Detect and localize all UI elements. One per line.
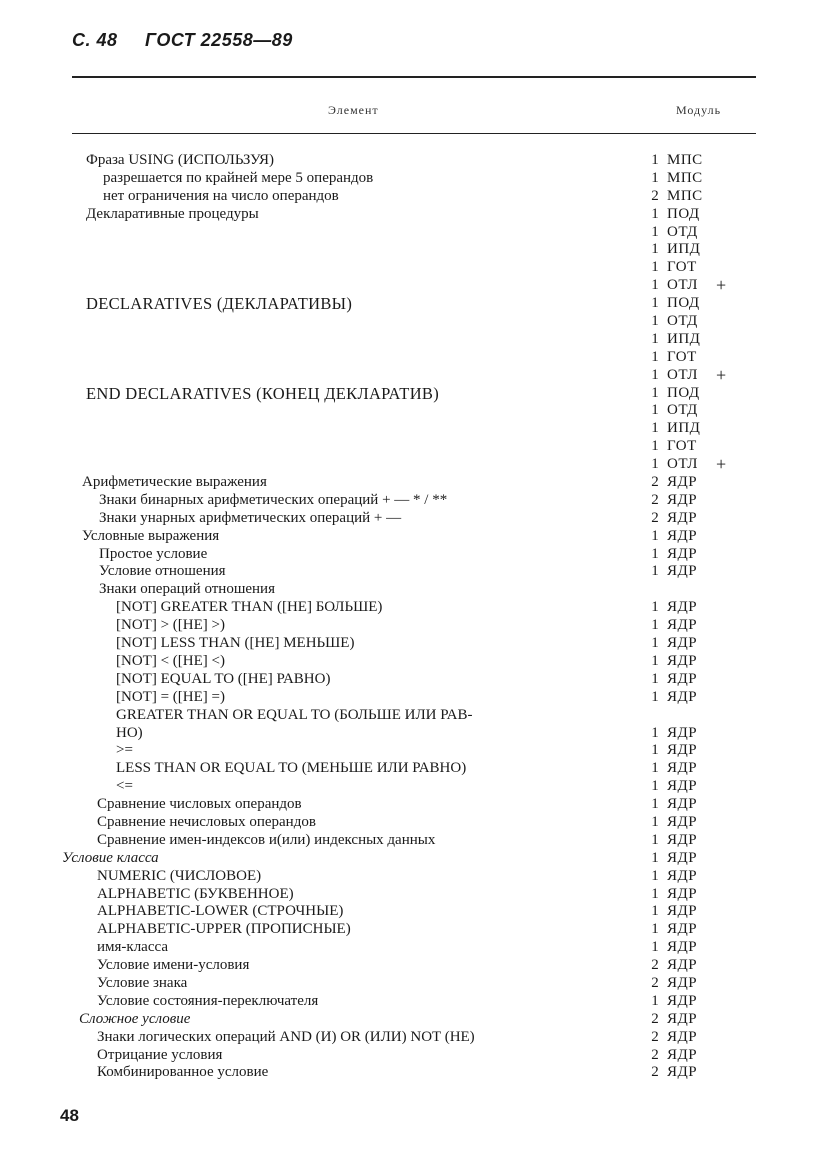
module-value: ЯДР — [667, 688, 698, 705]
module-value: ЯДР — [667, 760, 698, 777]
module-value: ГОТ — [667, 348, 697, 365]
level-value: 2 — [651, 974, 659, 991]
module-value: ЯДР — [667, 1064, 698, 1081]
element-text: Условные выражения — [82, 527, 220, 544]
table-row — [0, 259, 827, 277]
table-row — [0, 581, 827, 599]
element-text: разрешается по крайней мере 5 операндов — [103, 169, 374, 186]
page-number: 48 — [60, 1106, 79, 1125]
level-value: 2 — [651, 1046, 659, 1063]
module-value: ЯДР — [667, 903, 698, 920]
level-value: 1 — [651, 384, 659, 401]
module-value: ЯДР — [667, 849, 698, 866]
level-value: 1 — [651, 921, 659, 938]
level-value: 1 — [651, 205, 659, 222]
page-header — [72, 30, 315, 51]
element-text: [NOT] = ([НЕ] =) — [116, 688, 225, 705]
level-value: 1 — [651, 831, 659, 848]
module-value: ЯДР — [667, 599, 698, 616]
level-value: 1 — [651, 617, 659, 634]
module-value: ИПД — [667, 330, 701, 347]
module-value: ЯДР — [667, 957, 698, 974]
element-text: Знаки бинарных арифметических операций + — * / ** — [99, 491, 448, 508]
level-value: 1 — [651, 438, 659, 455]
table-row — [0, 492, 827, 510]
element-text: >= — [116, 742, 133, 759]
level-value: 2 — [651, 957, 659, 974]
level-value: 2 — [651, 1064, 659, 1081]
table-row — [0, 364, 827, 385]
level-value: 2 — [651, 1028, 659, 1045]
table-row — [0, 206, 827, 224]
level-value: 1 — [651, 760, 659, 777]
module-value: ЯДР — [667, 974, 698, 991]
level-value: 1 — [651, 813, 659, 830]
level-value: 1 — [651, 402, 659, 419]
table-row — [0, 510, 827, 528]
table-row — [0, 742, 827, 760]
level-value: 1 — [651, 527, 659, 544]
module-value: ЯДР — [667, 885, 698, 902]
table-body — [0, 152, 827, 1082]
table-row — [0, 796, 827, 814]
module-value: ЯДР — [667, 491, 698, 508]
module-value: ЯДР — [667, 527, 698, 544]
level-value: 1 — [651, 545, 659, 562]
module-value: ЯДР — [667, 796, 698, 813]
table-row — [0, 778, 827, 796]
table-row — [0, 707, 827, 725]
element-text: Отрицание условия — [97, 1046, 223, 1063]
table-row — [0, 152, 827, 170]
module-value: ЯДР — [667, 867, 698, 884]
level-value: 1 — [651, 849, 659, 866]
module-value: МПС — [667, 187, 703, 204]
plus-mark: + — [716, 454, 727, 475]
table-row — [0, 402, 827, 420]
module-value: ГОТ — [667, 438, 697, 455]
level-value: 2 — [651, 474, 659, 491]
level-value: 1 — [651, 366, 659, 383]
element-text: [NOT] LESS THAN ([НЕ] МЕНЬШЕ) — [116, 635, 355, 652]
level-value: 1 — [651, 688, 659, 705]
element-text: Комбинированное условие — [97, 1064, 269, 1081]
table-row — [0, 903, 827, 921]
module-value: ЯДР — [667, 617, 698, 634]
top-rule — [72, 76, 756, 78]
module-value: ЯДР — [667, 992, 698, 1009]
level-value: 1 — [651, 563, 659, 580]
table-row — [0, 921, 827, 939]
level-value: 1 — [651, 939, 659, 956]
element-text: Сравнение нечисловых операндов — [97, 813, 316, 830]
element-text: Декларативные процедуры — [86, 205, 259, 222]
element-text: <= — [116, 778, 133, 795]
module-value: ЯДР — [667, 670, 698, 687]
table-row — [0, 546, 827, 564]
element-text: Сравнение имен-индексов и(или) индексных данных — [97, 831, 436, 848]
element-text: Сложное условие — [79, 1010, 191, 1027]
element-text: LESS THAN OR EQUAL TO (МЕНЬШЕ ИЛИ РАВНО) — [116, 760, 467, 777]
module-value: ЯДР — [667, 742, 698, 759]
module-value: ОТД — [667, 223, 698, 240]
table-row — [0, 850, 827, 868]
level-value: 2 — [651, 491, 659, 508]
element-text: НО) — [116, 724, 143, 741]
module-value: ИПД — [667, 420, 701, 437]
module-value: ЯДР — [667, 778, 698, 795]
plus-mark: + — [716, 364, 727, 385]
level-value: 1 — [651, 885, 659, 902]
column-header-element: Элемент — [328, 103, 379, 117]
element-text: Сравнение числовых операндов — [97, 796, 302, 813]
level-value: 1 — [651, 652, 659, 669]
element-text: Арифметические выражения — [82, 474, 267, 491]
level-value: 1 — [651, 330, 659, 347]
module-value: ЯДР — [667, 652, 698, 669]
module-value: ЯДР — [667, 831, 698, 848]
level-value: 1 — [651, 992, 659, 1009]
module-value: ЯДР — [667, 724, 698, 741]
table-row — [0, 1064, 827, 1082]
module-value: ЯДР — [667, 635, 698, 652]
level-value: 1 — [651, 778, 659, 795]
element-text: END DECLARATIVES (КОНЕЦ ДЕКЛАРАТИВ) — [86, 383, 440, 403]
table-row — [0, 868, 827, 886]
module-value: ОТД — [667, 402, 698, 419]
element-text: [NOT] < ([НЕ] <) — [116, 652, 225, 669]
level-value: 2 — [651, 187, 659, 204]
module-value: ПОД — [667, 295, 700, 312]
table-row — [0, 474, 827, 492]
table-row — [0, 438, 827, 456]
level-value: 1 — [651, 420, 659, 437]
table-row — [0, 814, 827, 832]
table-row — [0, 635, 827, 653]
table-row — [0, 563, 827, 581]
table-row — [0, 188, 827, 206]
module-value: ПОД — [667, 384, 700, 401]
level-value: 1 — [651, 348, 659, 365]
element-text: нет ограничения на число операндов — [103, 187, 339, 204]
table-row — [0, 241, 827, 259]
table-row — [0, 420, 827, 438]
element-text: Фраза USING (ИСПОЛЬЗУЯ) — [86, 152, 274, 168]
level-value: 1 — [651, 223, 659, 240]
level-value: 2 — [651, 1010, 659, 1027]
module-value: МПС — [667, 152, 703, 168]
element-text: ALPHABETIC-LOWER (СТРОЧНЫЕ) — [97, 903, 344, 920]
element-text: Простое условие — [99, 545, 208, 562]
element-text: имя-класса — [97, 939, 169, 956]
table-row — [0, 886, 827, 904]
table-row — [0, 224, 827, 242]
level-value: 1 — [651, 635, 659, 652]
table-row — [0, 599, 827, 617]
module-value: ЯДР — [667, 1028, 698, 1045]
module-value: ОТЛ — [667, 277, 698, 294]
level-value: 1 — [651, 867, 659, 884]
module-value: ЯДР — [667, 1046, 698, 1063]
level-value: 1 — [651, 796, 659, 813]
module-value: ОТД — [667, 313, 698, 330]
table-row — [0, 277, 827, 295]
module-value: ОТЛ — [667, 456, 698, 473]
element-text: ALPHABETIC (БУКВЕННОЕ) — [97, 885, 294, 902]
module-value: ИПД — [667, 241, 701, 258]
table-row — [0, 528, 827, 546]
table-row — [0, 957, 827, 975]
element-text: [NOT] > ([НЕ] >) — [116, 617, 225, 634]
level-value: 1 — [651, 259, 659, 276]
table-row — [0, 832, 827, 850]
table-row — [0, 725, 827, 743]
level-value: 1 — [651, 241, 659, 258]
element-text: Условие знака — [97, 974, 188, 991]
table-row — [0, 295, 827, 313]
level-value: 1 — [651, 742, 659, 759]
module-value: ЯДР — [667, 563, 698, 580]
element-text: Условие отношения — [99, 563, 226, 580]
level-value: 1 — [651, 152, 659, 168]
table-row — [0, 170, 827, 188]
element-text: NUMERIC (ЧИСЛОВОЕ) — [97, 867, 262, 884]
element-text: DECLARATIVES (ДЕКЛАРАТИВЫ) — [86, 294, 353, 314]
element-text: Знаки логических операций AND (И) OR (ИЛИ) NOT (НЕ) — [97, 1028, 475, 1045]
plus-mark: + — [716, 275, 727, 296]
table-row — [0, 1029, 827, 1047]
element-text: Условие состояния-переключателя — [97, 992, 319, 1009]
table-row — [0, 1047, 827, 1065]
level-value: 1 — [651, 724, 659, 741]
table-row — [0, 653, 827, 671]
table-row — [0, 689, 827, 707]
table-row — [0, 349, 827, 367]
column-header-module: Модуль — [676, 103, 722, 117]
element-text: Знаки унарных арифметических операций + — — [99, 509, 402, 526]
standard-label: ГОСТ 22558—89 — [145, 30, 293, 50]
element-text: ALPHABETIC-UPPER (ПРОПИСНЫЕ) — [97, 921, 351, 938]
table-row — [0, 1011, 827, 1029]
element-text: Условие класса — [62, 849, 159, 866]
level-value: 1 — [651, 670, 659, 687]
module-value: ЯДР — [667, 939, 698, 956]
element-text: Условие имени-условия — [97, 957, 250, 974]
table-row — [0, 456, 827, 474]
module-value: ЯДР — [667, 921, 698, 938]
element-text: [NOT] GREATER THAN ([НЕ] БОЛЬШЕ) — [116, 599, 383, 616]
level-value: 1 — [651, 456, 659, 473]
table-row — [0, 939, 827, 957]
module-value: МПС — [667, 169, 703, 186]
module-value: ЯДР — [667, 474, 698, 491]
module-value: ЯДР — [667, 813, 698, 830]
header-rule — [72, 133, 756, 134]
table-row — [0, 760, 827, 778]
module-value: ЯДР — [667, 509, 698, 526]
level-value: 1 — [651, 903, 659, 920]
module-value: ЯДР — [667, 1010, 698, 1027]
level-value: 1 — [651, 295, 659, 312]
level-value: 1 — [651, 313, 659, 330]
element-text: Знаки операций отношения — [99, 581, 275, 598]
level-value: 1 — [651, 599, 659, 616]
level-value: 1 — [651, 169, 659, 186]
table-row — [0, 671, 827, 689]
table-row — [0, 385, 827, 403]
module-value: ОТЛ — [667, 366, 698, 383]
element-text: [NOT] EQUAL TO ([НЕ] РАВНО) — [116, 670, 331, 687]
page-label: С. 48 — [72, 30, 118, 50]
module-value: ПОД — [667, 205, 700, 222]
level-value: 2 — [651, 509, 659, 526]
table-row — [0, 617, 827, 635]
level-value: 1 — [651, 277, 659, 294]
table-row — [0, 313, 827, 331]
module-value: ЯДР — [667, 545, 698, 562]
element-text: GREATER THAN OR EQUAL TO (БОЛЬШЕ ИЛИ РАВ- — [116, 706, 473, 723]
table-row — [0, 331, 827, 349]
table-row — [0, 993, 827, 1011]
module-value: ГОТ — [667, 259, 697, 276]
table-row — [0, 975, 827, 993]
